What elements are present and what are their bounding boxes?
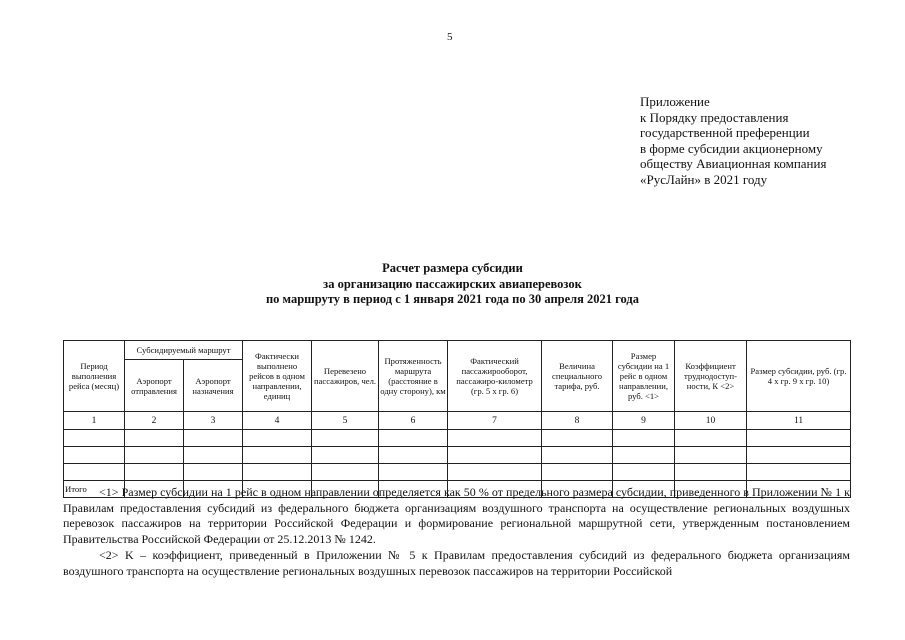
appendix-line: обществу Авиационная компания	[640, 156, 827, 172]
column-number: 7	[448, 412, 542, 430]
page-number: 5	[447, 31, 453, 43]
appendix-line: «РусЛайн» в 2021 году	[640, 171, 768, 187]
column-number: 5	[312, 412, 379, 430]
document-title	[0, 261, 905, 308]
column-number: 2	[125, 412, 184, 430]
table-row	[64, 447, 851, 464]
header-subsidy-total: Размер субсидии, руб. (гр. 4 x гр. 9 x гр. 10)	[747, 341, 851, 412]
header-flights: Фактически выполнено рейсов в одном направлении, единиц	[243, 341, 312, 412]
header-tariff: Величина специального тарифа, руб.	[542, 341, 613, 412]
header-coefficient: Коэффициент труднодоступ-ности, К <2>	[675, 341, 747, 412]
footnote-2: <2> K – коэффициент, приведенный в Приложении № 5 к Правилам предоставления субсидий из федерального бюджета организациям воздушного транспорта на осуществление региональных воздушных перевозок пассажиров на территории Российской	[63, 547, 850, 578]
column-number: 11	[747, 412, 851, 430]
appendix-block	[640, 94, 826, 188]
footnote-1: <1> Размер субсидии на 1 рейс в одном направлении определяется как 50 % от предельного размера субсидии, приведенного в Приложении № 1 к Правилам предоставления субсидий из федерального бюджета организациям воздушного транспорта на осуществление региональных воздушных перевозок пассажиров на территории Российской Федерации и формирование региональной маршрутной сети, утвержденным постановлением Правительства Российской Федерации от 25.12.2013 № 1242.	[63, 485, 850, 547]
header-subsidy-per-flight: Размер субсидии на 1 рейс в одном направлении, руб. <1>	[613, 341, 675, 412]
column-number: 8	[542, 412, 613, 430]
title-line: по маршруту в период с 1 января 2021 года по 30 апреля 2021 года	[265, 292, 640, 306]
table-row	[64, 430, 851, 447]
footnotes	[63, 485, 850, 579]
column-number-row	[64, 412, 851, 430]
appendix-line: к Порядку предоставления	[640, 109, 789, 125]
appendix-line: Приложение	[640, 94, 710, 109]
header-passengers: Перевезено пассажиров, чел.	[312, 341, 379, 412]
column-number: 3	[184, 412, 243, 430]
header-turnover: Фактический пассажирооборот, пассажиро-километр (гр. 5 x гр. 6)	[448, 341, 542, 412]
header-period: Период выполнения рейса (месяц)	[64, 341, 125, 412]
column-number: 10	[675, 412, 747, 430]
total-label: Итого	[64, 481, 125, 498]
title-line: за организацию пассажирских авиаперевозок	[323, 276, 582, 291]
header-airport-to: Аэропорт назначения	[184, 360, 243, 412]
column-number: 6	[379, 412, 448, 430]
table-row	[64, 464, 851, 481]
subsidy-calculation-table	[63, 340, 851, 498]
column-number: 9	[613, 412, 675, 430]
header-airport-from: Аэропорт отправления	[125, 360, 184, 412]
header-length: Протяженность маршрута (расстояние в одну сторону), км	[379, 341, 448, 412]
column-number: 1	[64, 412, 125, 430]
column-number: 4	[243, 412, 312, 430]
appendix-line: в форме субсидии акционерному	[640, 140, 823, 156]
header-route-group: Субсидируемый маршрут	[125, 341, 243, 360]
appendix-line: государственной преференции	[640, 125, 810, 141]
title-line: Расчет размера субсидии	[382, 261, 523, 275]
